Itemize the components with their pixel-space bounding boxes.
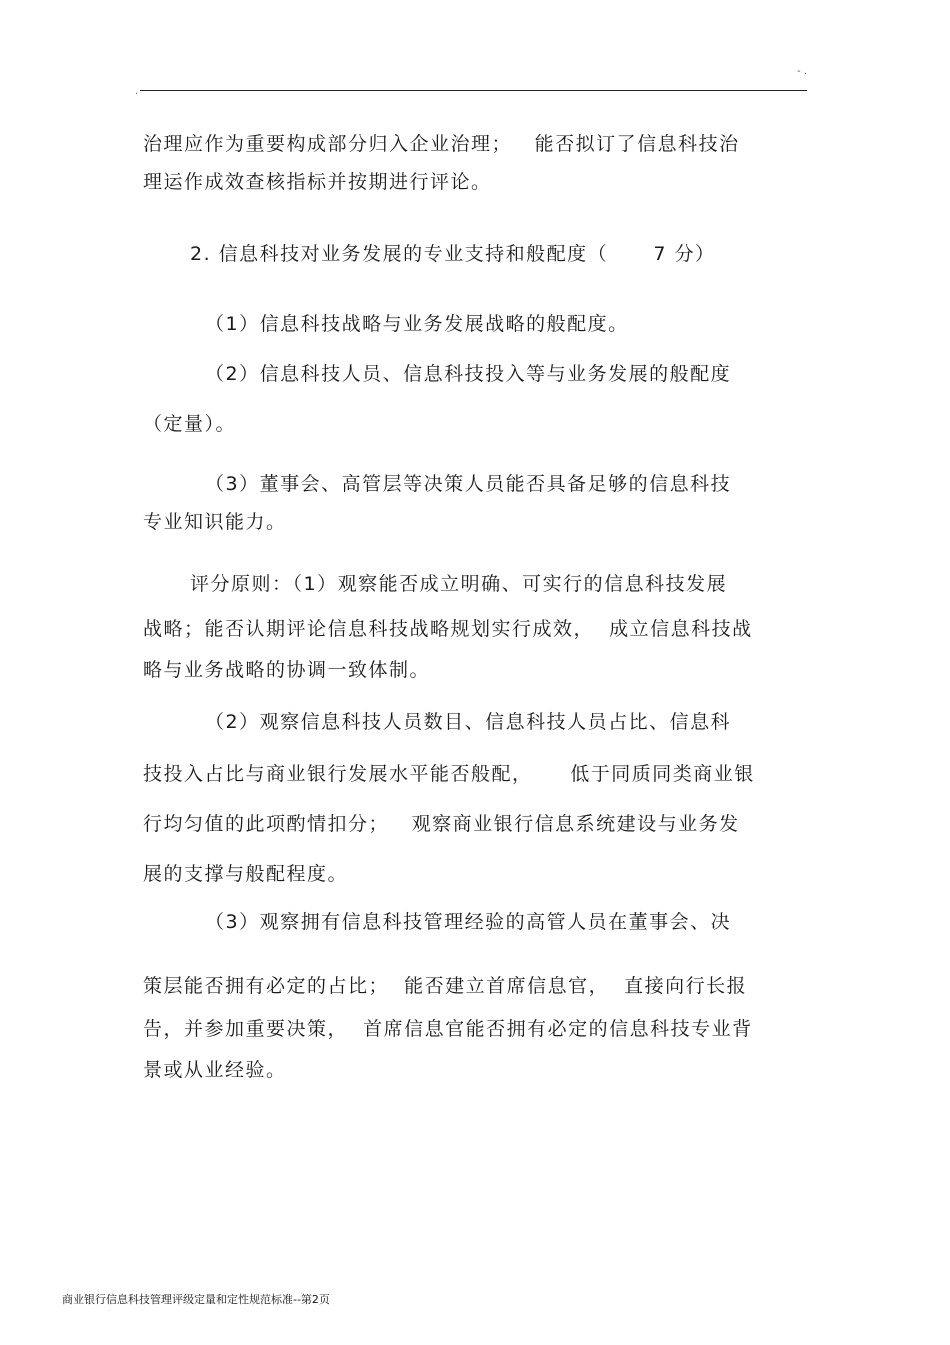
text-line: 行均匀值的此项酌情扣分； 观察商业银行信息系统建设与业务发 <box>143 813 740 835</box>
header-left-mark: . <box>135 86 139 97</box>
page-footer: 商业银行信息科技管理评级定量和定性规范标准--第2页 <box>62 1293 330 1306</box>
header-rule <box>140 90 807 91</box>
text-line: （3）观察拥有信息科技管理经验的高管人员在董事会、决 <box>205 911 732 933</box>
text-line: （2）观察信息科技人员数目、信息科技人员占比、信息科 <box>205 711 732 733</box>
text-line: （2）信息科技人员、信息科技投入等与业务发展的般配度 <box>205 363 732 385</box>
section-heading: 2. 信息科技对业务发展的专业支持和般配度（ 7 分） <box>190 243 716 265</box>
text-line: 评分原则：（1）观察能否成立明确、可实行的信息科技发展 <box>190 573 728 595</box>
text-line: 策层能否拥有必定的占比； 能否建立首席信息官， 直接向行长报 <box>143 975 748 997</box>
text-line: 略与业务战略的协调一致体制。 <box>143 659 431 681</box>
text-line: （1）信息科技战略与业务发展战略的般配度。 <box>205 313 629 335</box>
text-line: 治理应作为重要构成部分归入企业治理； 能否拟订了信息科技治 <box>143 133 740 155</box>
text-line: 展的支撑与般配程度。 <box>143 863 349 885</box>
text-line: 专业知识能力。 <box>143 511 287 533</box>
text-line: 理运作成效查核指标并按期进行评论。 <box>143 171 492 193</box>
text-line: （定量）。 <box>143 413 237 435</box>
header-right-mark: - . <box>797 66 807 77</box>
text-line: （3）董事会、高管层等决策人员能否具备足够的信息科技 <box>205 473 732 495</box>
text-line: 告，并参加重要决策， 首席信息官能否拥有必定的信息科技专业背 <box>143 1018 753 1040</box>
text-line: 技投入占比与商业银行发展水平能否般配， 低于同质同类商业银 <box>143 763 755 785</box>
text-line: 战略；能否认期评论信息科技战略规划实行成效， 成立信息科技战 <box>143 618 753 640</box>
text-line: 景或从业经验。 <box>143 1059 287 1081</box>
